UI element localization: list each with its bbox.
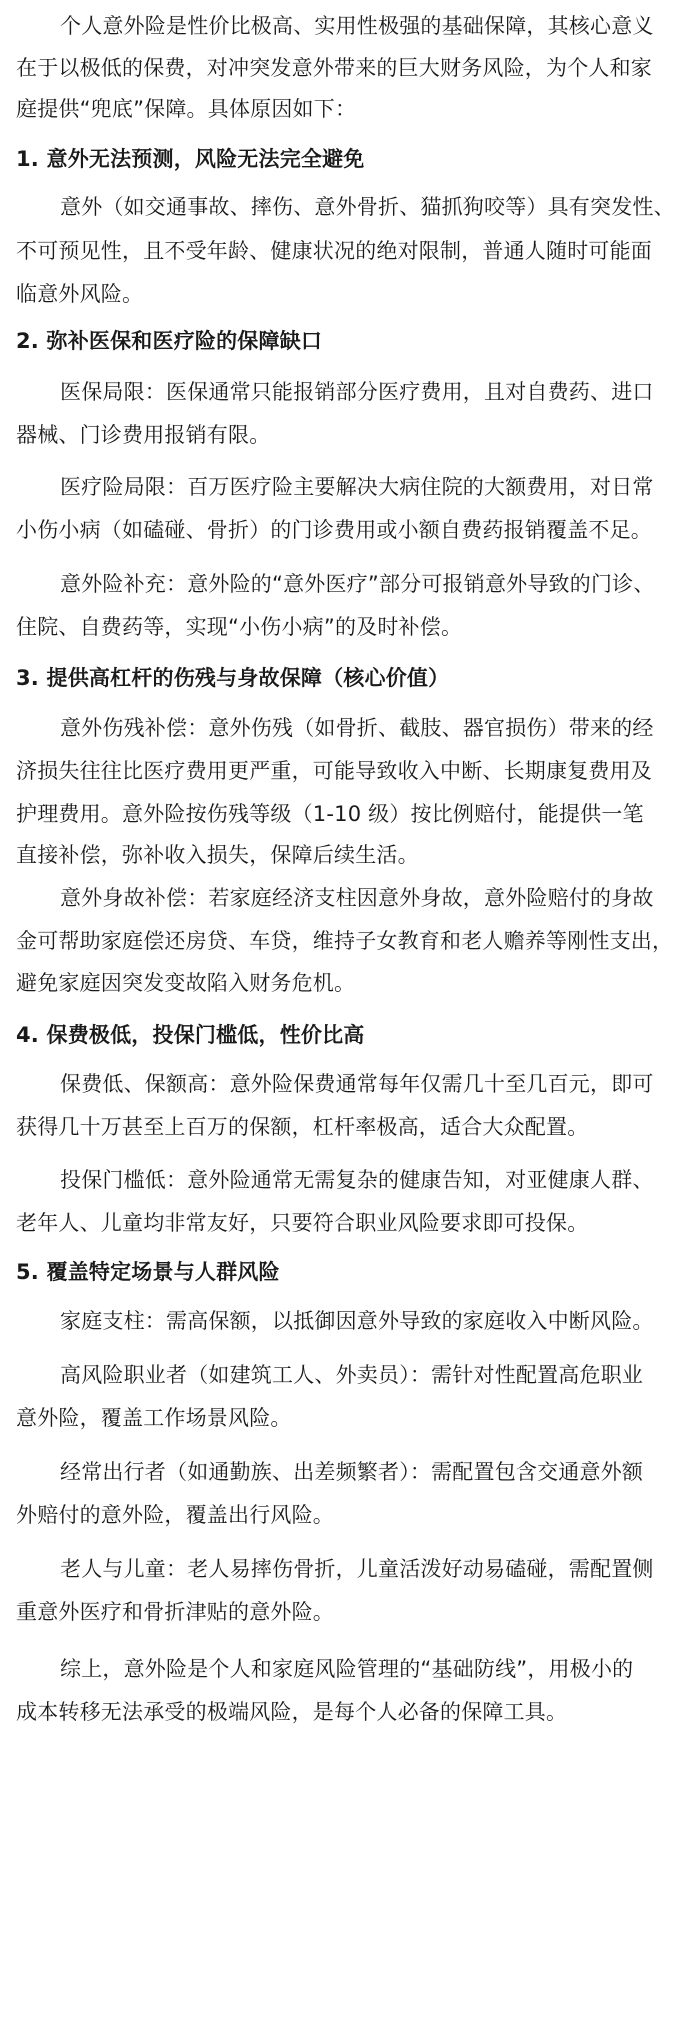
paragraph-line: 器械、门诊费用报销有限。 [16,423,271,447]
paragraph-line: 投保门槛低：意外险通常无需复杂的健康告知，对亚健康人群、 [60,1168,654,1192]
section-heading: 5. 覆盖特定场景与人群风险 [16,1260,280,1284]
paragraph-line: 医保局限：医保通常只能报销部分医疗费用，且对自费药、进口 [60,380,654,404]
paragraph-line: 护理费用。意外险按伤残等级（1-10 级）按比例赔付，能提供一笔 [16,802,644,826]
paragraph-line: 金可帮助家庭偿还房贷、车贷，维持子女教育和老人赡养等刚性支出， [16,929,674,953]
paragraph-line: 重意外医疗和骨折津贴的意外险。 [16,1600,334,1624]
paragraph-line: 小伤小病（如磕碰、骨折）的门诊费用或小额自费药报销覆盖不足。 [16,518,652,542]
paragraph-line: 外赔付的意外险，覆盖出行风险。 [16,1503,334,1527]
intro-line: 在于以极低的保费，对冲突发意外带来的巨大财务风险，为个人和家 [16,56,652,80]
conclusion-line: 成本转移无法承受的极端风险，是每个人必备的保障工具。 [16,1700,568,1724]
paragraph-line: 意外伤残补偿：意外伤残（如骨折、截肢、器官损伤）带来的经 [60,716,654,740]
section-heading: 1. 意外无法预测，风险无法完全避免 [16,147,365,171]
paragraph-line: 高风险职业者（如建筑工人、外卖员）：需针对性配置高危职业 [60,1363,644,1387]
intro-line: 个人意外险是性价比极高、实用性极强的基础保障，其核心意义 [60,14,654,38]
paragraph-line: 意外险，覆盖工作场景风险。 [16,1406,292,1430]
paragraph-line: 临意外风险。 [16,282,144,306]
intro-line: 庭提供“兜底”保障。具体原因如下： [16,97,357,121]
paragraph-line: 避免家庭因突发变故陷入财务危机。 [16,971,356,995]
paragraph-line: 老人与儿童：老人易摔伤骨折，儿童活泼好动易磕碰，需配置侧 [60,1557,654,1581]
paragraph-line: 不可预见性，且不受年龄、健康状况的绝对限制，普通人随时可能面 [16,239,652,263]
paragraph-line: 意外身故补偿：若家庭经济支柱因意外身故，意外险赔付的身故 [60,886,654,910]
paragraph-line: 经常出行者（如通勤族、出差频繁者）：需配置包含交通意外额 [60,1460,644,1484]
paragraph-line: 保费低、保额高：意外险保费通常每年仅需几十至几百元，即可 [60,1072,654,1096]
conclusion-line: 综上，意外险是个人和家庭风险管理的“基础防线”，用极小的 [60,1657,634,1681]
paragraph-line: 医疗险局限：百万医疗险主要解决大病住院的大额费用，对日常 [60,475,654,499]
paragraph-line: 获得几十万甚至上百万的保额，杠杆率极高，适合大众配置。 [16,1115,589,1139]
section-heading: 3. 提供高杠杆的伤残与身故保障（核心价值） [16,666,450,690]
paragraph-line: 住院、自费药等，实现“小伤小病”的及时补偿。 [16,615,463,639]
paragraph-line: 意外险补充：意外险的“意外医疗”部分可报销意外导致的门诊、 [60,572,655,596]
section-heading: 4. 保费极低，投保门槛低，性价比高 [16,1023,365,1047]
section-heading: 2. 弥补医保和医疗险的保障缺口 [16,329,323,353]
paragraph-line: 意外（如交通事故、摔伤、意外骨折、猫抓狗咬等）具有突发性、 [60,195,675,219]
paragraph-line: 家庭支柱：需高保额，以抵御因意外导致的家庭收入中断风险。 [60,1309,654,1333]
paragraph-line: 直接补偿，弥补收入损失，保障后续生活。 [16,843,419,867]
paragraph-line: 济损失往往比医疗费用更严重，可能导致收入中断、长期康复费用及 [16,759,652,783]
paragraph-line: 老年人、儿童均非常友好，只要符合职业风险要求即可投保。 [16,1211,589,1235]
